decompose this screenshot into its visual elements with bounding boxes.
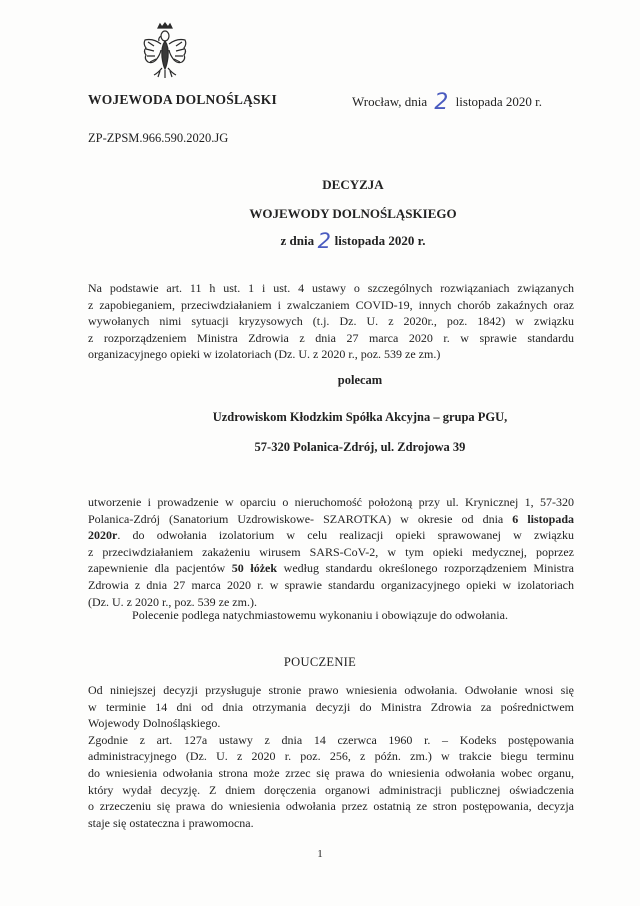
handwritten-day: 2 (317, 229, 332, 253)
issuing-authority: WOJEWODA DOLNOŚLĄSKI (88, 92, 277, 107)
paragraph-line (88, 527, 574, 544)
order-paragraph (88, 494, 574, 610)
decision-date-suffix: listopada 2020 r. (334, 233, 426, 248)
polish-eagle-emblem (140, 22, 190, 80)
text-run: . do odwołania izolatorium w celu realizacji opieki sprawowanej w związku (117, 528, 574, 543)
decision-title: DECYZJA (322, 177, 384, 192)
paragraph-line: o zrzeczeniu się prawa do wniesienia odwołania przez ostatnią ze stron postępowania, decyzja (88, 799, 574, 814)
paragraph-line (88, 560, 574, 577)
reference-number: ZP-ZPSM.966.590.2020.JG (88, 131, 229, 145)
text-run: według standardu określonego rozporządzeniem Ministra (277, 561, 574, 576)
paragraph-line: organizacyjnego opieki w izolatoriach (Dz. U. z 2020 r., poz. 539 ze zm.) (88, 347, 441, 362)
bold-run: 6 listopada (512, 511, 575, 526)
paragraph-line: administracyjnego (Dz. U. z 2020 r. poz. 256, z późn. zm.) w trakcie biegu terminu (88, 749, 574, 764)
paragraph-line: Wojewody Dolnośląskiego. (88, 716, 221, 731)
text-run: zapewnienie dla pacjentów (88, 561, 232, 576)
legal-basis-paragraph (88, 280, 574, 363)
paragraph-line: z zapobieganiem, przeciwdziałaniem i zwalczaniem COVID-19, innych chorób zakaźnych oraz (88, 297, 574, 312)
decision-date (33, 229, 640, 253)
paragraph-line: Zdrowia z dnia 27 marca 2020 r. w sprawie standardu organizacyjnego opieki w izolatoriach (88, 577, 574, 592)
order-word: polecam (337, 373, 383, 387)
instruction-paragraph (88, 682, 574, 831)
paragraph-line: Zgodnie z art. 127a ustawy z dnia 14 czerwca 1960 r. – Kodeks postępowania (88, 732, 574, 747)
execution-note: Polecenie podlega natychmiastowemu wykonaniu i obowiązuje do odwołania. (132, 608, 508, 622)
paragraph-line: w terminie 14 dni od dnia otrzymania decyzji do Ministra Zdrowia za pośrednictwem (88, 699, 574, 714)
paragraph-line (88, 511, 574, 528)
paragraph-line: wywołanych nimi sytuacji kryzysowych (t.j. Dz. U. z 2020r., poz. 1842) w związku (88, 314, 574, 329)
decision-subtitle: WOJEWODY DOLNOŚLĄSKIEGO (249, 206, 457, 221)
text-run: Polanica-Zdrój (Sanatorium Uzdrowiskowe- SZAROTKA) w okresie od dnia (88, 511, 513, 526)
bold-run: 50 łóżek (231, 561, 278, 576)
paragraph-line: Na podstawie art. 11 h ust. 1 i ust. 4 ustawy o szczególnych rozwiązaniach związanych (88, 281, 574, 295)
paragraph-line: staje się ostateczna i prawomocna. (88, 815, 254, 830)
handwritten-day: 2 (434, 90, 449, 115)
paragraph-line: z rozporządzeniem Ministra Zdrowia z dnia 27 marca 2020 r. w sprawie standardu (88, 330, 574, 345)
paragraph-line: (Dz. U. z 2020 r., poz. 539 ze zm.). (88, 594, 257, 609)
place-prefix: Wrocław, dnia (352, 94, 428, 109)
place-and-date (352, 90, 542, 115)
instruction-heading: POUCZENIE (283, 655, 357, 669)
decision-date-prefix: z dnia (280, 233, 315, 248)
addressee-address: 57-320 Polanica-Zdrój, ul. Zdrojowa 39 (254, 440, 466, 454)
page-number: 1 (317, 848, 323, 860)
paragraph-line: który wydał decyzję. Z dniem doręczenia organowi administracji publicznej oświadczenia (88, 782, 574, 797)
paragraph-line: utworzenie i prowadzenie w oparciu o nieruchomość położoną przy ul. Krynicznej 1, 57-320 (88, 495, 574, 509)
paragraph-line: Od niniejszej decyzji przysługuje stronie prawo wniesienia odwołania. Odwołanie wnosi się (88, 683, 574, 697)
paragraph-line: do wniesienia odwołania strona może zrzec się prawa do wniesienia odwołania wobec organu, (88, 765, 574, 780)
paragraph-line: z przeciwdziałaniem zakażeniu wirusem SARS-CoV-2, w tym opieki medycznej, poprzez (88, 544, 574, 559)
addressee-name: Uzdrowiskom Kłodzkim Spółka Akcyjna – grupa PGU, (212, 410, 508, 424)
place-suffix: listopada 2020 r. (455, 94, 542, 109)
bold-run: 2020r (88, 528, 118, 543)
